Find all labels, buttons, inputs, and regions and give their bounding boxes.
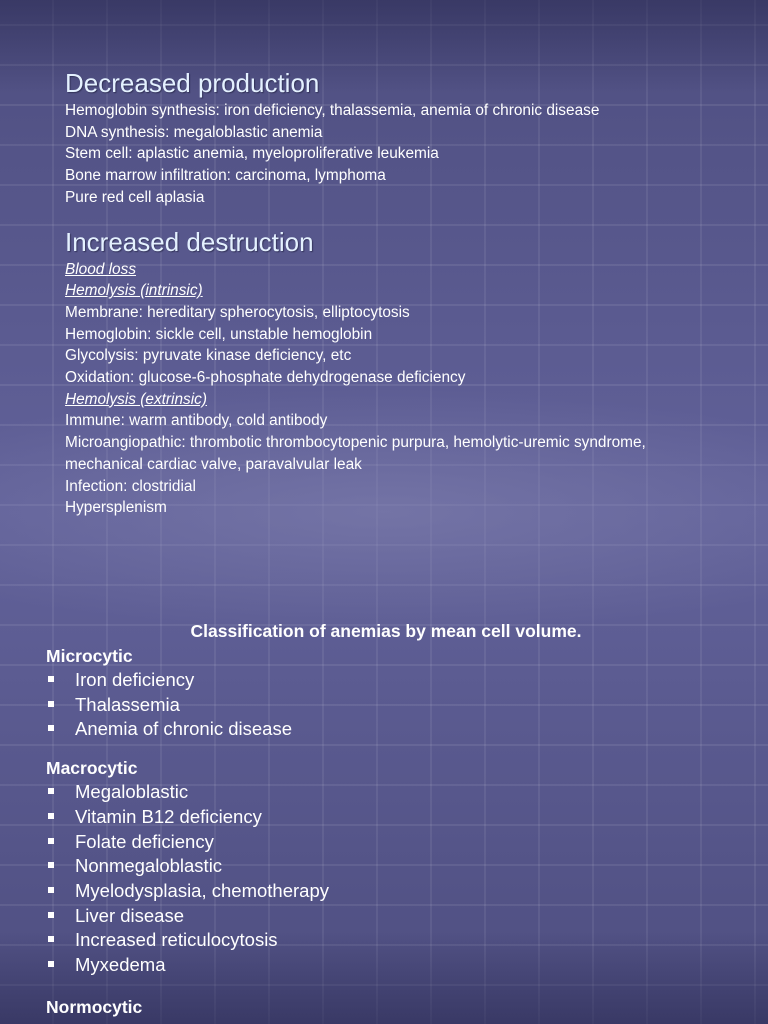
macrocytic-heading: Macrocytic [46,758,138,779]
square-bullet-icon [48,725,54,731]
list-item-label: Liver disease [75,904,185,926]
intrinsic-line: Glycolysis: pyruvate kinase deficiency, etc [65,347,352,365]
list-item [46,928,746,953]
blood-loss-subheading: Blood loss [65,260,137,278]
section-gap [46,978,746,995]
microcytic-list [46,668,746,742]
list-item [46,668,746,693]
microcytic-heading: Microcytic [46,646,133,666]
mcv-title: Classification of anemias by mean cell volume. [190,621,582,641]
list-item [46,805,746,830]
normocytic-heading: Normocytic [46,996,143,1017]
list-item [46,879,746,904]
list-item-label: Anemia of chronic disease [75,718,292,740]
list-item [46,830,746,855]
list-item [46,854,746,879]
square-bullet-icon [48,788,54,794]
section-gap [65,209,745,225]
extrinsic-line: Microangiopathic: thrombotic thrombocytopenic purpura, hemolytic-uremic syndrome, mechanical cardiac valve, paravalvular leak [65,434,646,473]
square-bullet-icon [48,862,54,868]
list-item [46,717,746,742]
list-item-label: Megaloblastic [75,781,189,803]
decreased-production-heading: Decreased production [65,68,320,98]
intrinsic-line: Membrane: hereditary spherocytosis, elliptocytosis [65,303,410,321]
intrinsic-line: Hemoglobin: sickle cell, unstable hemoglobin [65,325,373,343]
production-line: Pure red cell aplasia [65,188,205,206]
square-bullet-icon [48,912,54,918]
production-line: DNA synthesis: megaloblastic anemia [65,123,323,141]
production-line: Stem cell: aplastic anemia, myeloproliferative leukemia [65,145,439,163]
list-item [46,953,746,978]
causes-content [65,66,745,519]
square-bullet-icon [48,961,54,967]
list-item-label: Vitamin B12 deficiency [75,805,262,827]
list-item-label: Folate deficiency [75,830,214,852]
production-line: Bone marrow infiltration: carcinoma, lymphoma [65,167,386,185]
macrocytic-list [46,780,746,978]
list-item-label: Myxedema [75,954,166,976]
extrinsic-line: Hypersplenism [65,499,167,517]
list-item-label: Increased reticulocytosis [75,929,278,951]
list-item [46,780,746,805]
increased-destruction-heading: Increased destruction [65,226,314,257]
list-item-label: Myelodysplasia, chemotherapy [75,879,329,901]
list-item [46,693,746,718]
list-item [46,904,746,929]
hemolysis-extrinsic-subheading: Hemolysis (extrinsic) [65,390,207,408]
hemolysis-intrinsic-subheading: Hemolysis (intrinsic) [65,282,203,300]
square-bullet-icon [48,936,54,942]
square-bullet-icon [48,887,54,893]
list-item-label: Thalassemia [75,693,180,715]
square-bullet-icon [48,838,54,844]
production-line: Hemoglobin synthesis: iron deficiency, thalassemia, anemia of chronic disease [65,102,600,119]
list-item-label: Iron deficiency [75,669,195,690]
intrinsic-line: Oxidation: glucose-6-phosphate dehydrogenase deficiency [65,369,466,387]
mcv-slide [0,560,768,1024]
extrinsic-line: Immune: warm antibody, cold antibody [65,412,328,430]
mcv-content [46,618,746,1019]
section-gap [46,742,746,756]
square-bullet-icon [48,676,54,682]
square-bullet-icon [48,813,54,819]
list-item-label: Nonmegaloblastic [75,855,223,877]
extrinsic-line: Infection: clostridial [65,477,196,495]
square-bullet-icon [48,701,54,707]
